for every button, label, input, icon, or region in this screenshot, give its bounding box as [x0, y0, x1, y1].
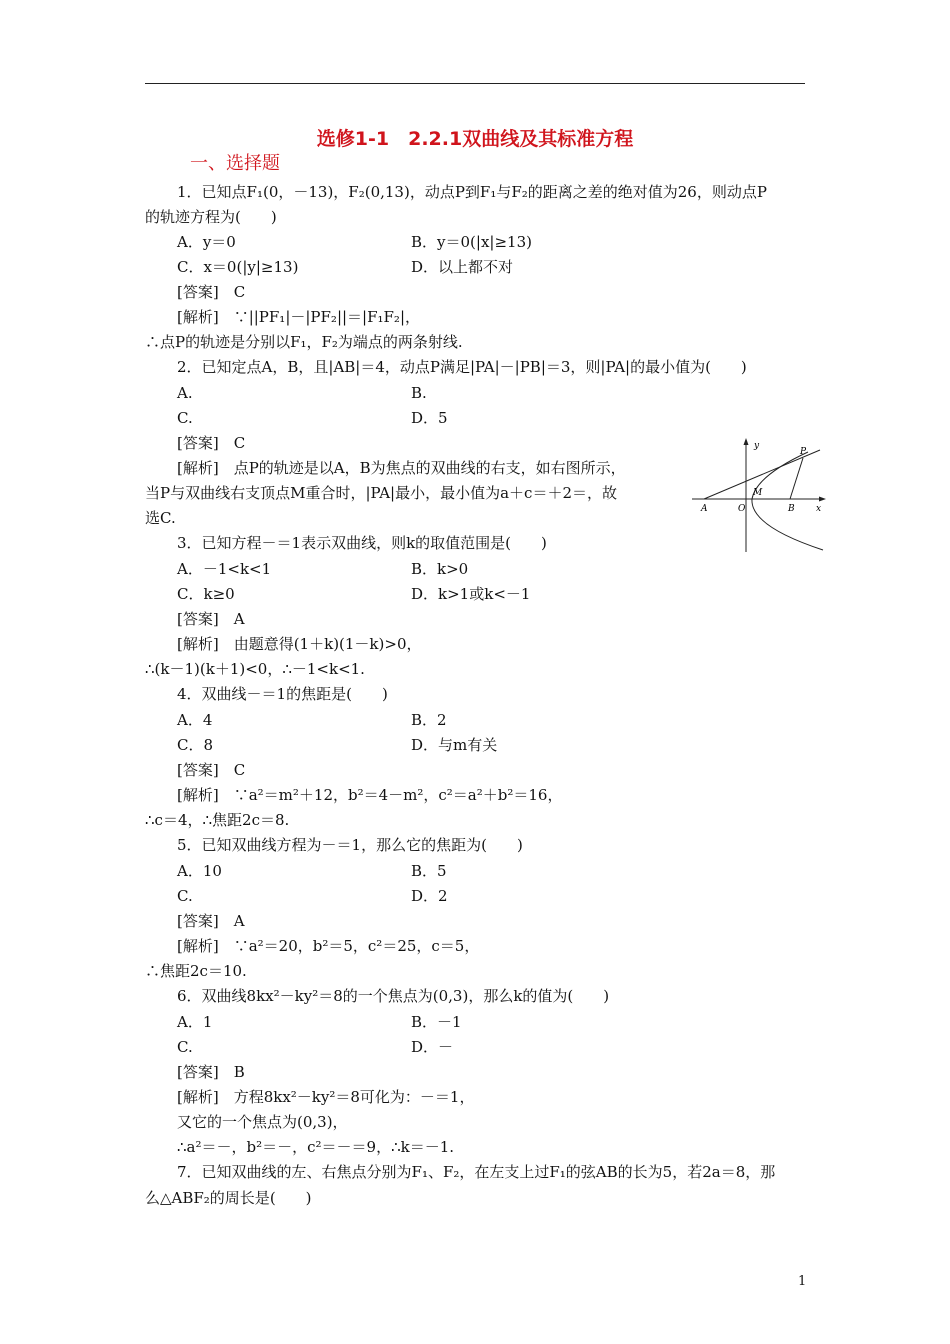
option-c: C．x＝0(|y|≥13) [177, 258, 299, 276]
x-axis-arrow [819, 497, 826, 502]
answer-line: [答案] B [177, 1063, 245, 1081]
option-b: B．y＝0(|x|≥13) [411, 233, 532, 251]
y-axis-arrow [744, 438, 749, 445]
analysis-line: [解析] 点P的轨迹是以A，B为焦点的双曲线的右支，如右图所示， [177, 459, 626, 477]
text-line: ∴c＝4，∴焦距2c＝8. [145, 811, 290, 829]
label-O: O [738, 504, 746, 514]
text-line: ∴(k－1)(k＋1)<0，∴－1<k<1. [145, 660, 365, 678]
option-b: B．5 [411, 862, 447, 880]
text-line: 选C. [145, 509, 176, 527]
option-a: A．10 [177, 862, 222, 880]
text-line: 1．已知点F₁(0，－13)，F₂(0,13)，动点P到F₁与F₂的距离之差的绝对值为26，则动点P [177, 183, 767, 201]
analysis-line: [解析] ∵a²＝m²＋12，b²＝4－m²，c²＝a²＋b²＝16， [177, 786, 563, 804]
text-line: 6．双曲线8kx²－ky²＝8的一个焦点为(0,3)，那么k的值为( ) [177, 987, 610, 1005]
text-line: 的轨迹方程为( ) [145, 208, 277, 226]
option-a: A．4 [177, 711, 213, 729]
analysis-line: [解析] 方程8kx²－ky²＝8可化为：－＝1， [177, 1088, 475, 1106]
text-line: ∴点P的轨迹是分别以F₁，F₂为端点的两条射线. [145, 333, 463, 351]
option-d: D．－ [411, 1038, 454, 1056]
text-line: 么△ABF₂的周长是( ) [145, 1189, 312, 1207]
option-b: B．－1 [411, 1013, 462, 1031]
option-a: A．－1<k<1 [177, 560, 272, 578]
analysis-line: [解析] ∵||PF₁|－|PF₂||＝|F₁F₂|， [177, 308, 421, 326]
answer-line: [答案] C [177, 434, 246, 452]
label-B: B [788, 504, 795, 514]
option-d: D．2 [411, 887, 448, 905]
text-line: 7．已知双曲线的左、右焦点分别为F₁、F₂，在左支上过F₁的弦AB的长为5，若2a＝8，那 [177, 1163, 776, 1181]
answer-line: [答案] C [177, 283, 246, 301]
label-x: x [816, 504, 822, 514]
text-line: ∴焦距2c＝10. [145, 962, 247, 980]
option-d: D．5 [411, 409, 448, 427]
option-c: C. [177, 409, 193, 427]
option-a: A．1 [177, 1013, 213, 1031]
header-rule [145, 83, 805, 84]
text-line: 当P与双曲线右支顶点M重合时，|PA|最小，最小值为a＋c＝＋2＝，故 [145, 484, 617, 502]
option-b: B．2 [411, 711, 447, 729]
label-P: P [800, 447, 807, 457]
page-title: 选修1-1 2.2.1双曲线及其标准方程 [316, 128, 634, 150]
option-d: D．以上都不对 [411, 258, 514, 276]
page-number: 1 [798, 1274, 807, 1289]
hyperbola-branch [752, 452, 823, 550]
option-c: C．k≥0 [177, 585, 235, 603]
label-M: M [753, 488, 763, 498]
line-PB [790, 458, 803, 499]
option-a: A. [177, 384, 193, 402]
analysis-line: [解析] ∵a²＝20，b²＝5，c²＝25，c＝5， [177, 937, 480, 955]
option-a: A．y＝0 [177, 233, 236, 251]
answer-line: [答案] A [177, 610, 245, 628]
label-y: y [754, 441, 760, 451]
hyperbola-figure [690, 436, 830, 556]
text-line: 4．双曲线－＝1的焦距是( ) [177, 685, 388, 703]
option-d: D．与m有关 [411, 736, 498, 754]
text-line: 又它的一个焦点为(0,3)， [177, 1113, 348, 1131]
answer-line: [答案] A [177, 912, 245, 930]
analysis-line: [解析] 由题意得(1＋k)(1－k)>0， [177, 635, 422, 653]
answer-line: [答案] C [177, 761, 246, 779]
option-b: B．k>0 [411, 560, 469, 578]
option-d: D．k>1或k<－1 [411, 585, 531, 603]
option-c: C. [177, 887, 193, 905]
section-heading: 一、选择题 [190, 153, 280, 174]
option-c: C．8 [177, 736, 214, 754]
text-line: 3．已知方程－＝1表示双曲线，则k的取值范围是( ) [177, 534, 547, 552]
option-b: B. [411, 384, 427, 402]
label-A: A [701, 504, 708, 514]
text-line: 2．已知定点A，B，且|AB|＝4，动点P满足|PA|－|PB|＝3，则|PA|的最小值为( ) [177, 358, 747, 376]
option-c: C. [177, 1038, 193, 1056]
text-line: ∴a²＝－，b²＝－，c²＝－＝9，∴k＝－1. [177, 1138, 455, 1156]
text-line: 5．已知双曲线方程为－＝1，那么它的焦距为( ) [177, 836, 523, 854]
